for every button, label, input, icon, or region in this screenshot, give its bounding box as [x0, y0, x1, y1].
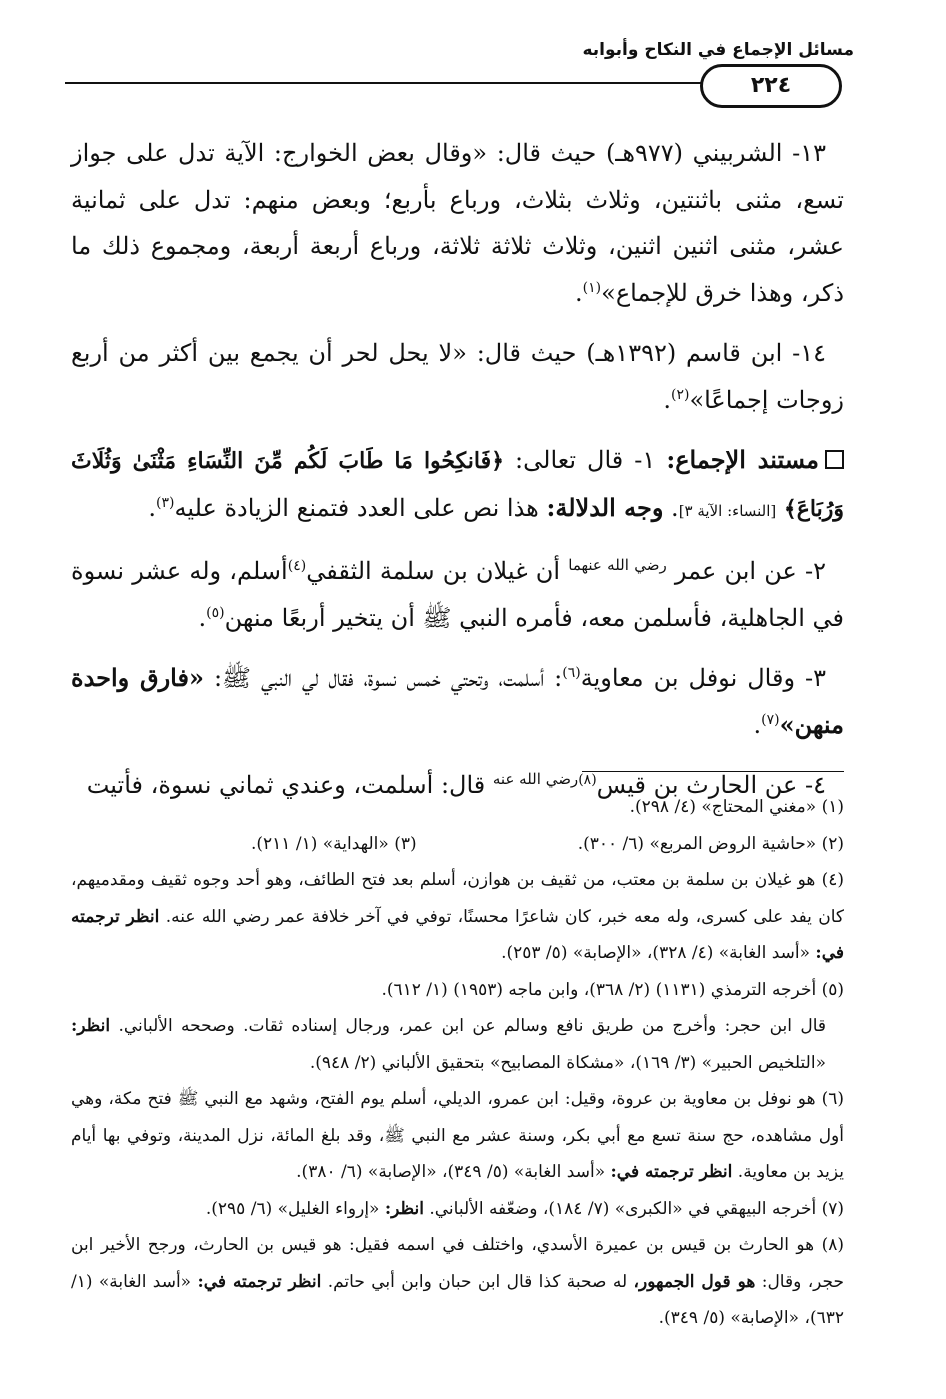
footnote-4: (٤) هو غيلان بن سلمة بن معتب، من ثقيف بن هوازن، أسلم بعد فتح الطائف، وهو أحد وجوه ثقيف ومقدميهم، كان يفد على كسرى، وله معه خبر، كان شاعرًا محسنًا، توفي في آخر خلافة عمر رضي الله عنه. انظر ترجمته في: «أسد الغابة» (٤/ ٣٢٨)، «الإصابة» (٥/ ٢٥٣).: [71, 870, 844, 963]
paragraph-hadith-4: ٤- عن الحارث بن قيس$^{(٨)رضي الله عنه}$ قال: أسلمت، وعندي ثماني نسوة، فأتيت: [86, 770, 826, 799]
footnote-ref-8[interactable]: (٨): [578, 772, 597, 788]
footnote-rule: [582, 771, 844, 772]
quran-verse: ﴿فَانكِحُوا مَا طَابَ لَكُم مِّنَ النِّسَاءِ مَثْنَىٰ وَثُلَاثَ وَرُبَاعَ﴾: [71, 448, 844, 522]
footnote-1: (١) «مغني المحتاج» (٤/ ٢٩٨).: [629, 797, 844, 817]
footnote-2: (٢) «حاشية الروض المربع» (٦/ ٣٠٠).: [577, 833, 844, 854]
header-rule: [65, 82, 765, 84]
footnote-ref-3[interactable]: (٣): [156, 494, 175, 511]
footnote-7: (٧) أخرجه البيهقي في «الكبرى» (٧/ ١٨٤)، وضعّفه الألباني. انظر: «إرواء الغليل» (٦/ ٢٩٥).: [205, 1198, 844, 1219]
square-bullet-icon: [825, 450, 844, 469]
footnote-ref-5[interactable]: (٥): [206, 604, 225, 621]
paragraph-hadith-2: ٢- عن ابن عمر $^{رضي الله عنهما}$ أن غيلان بن سلمة الثقفي$^{(٤)}$أسلم، وله عشر نسوة في الجاهلية، فأسلمن معه، فأمره النبي ﷺ أن يتخير أربعًا منهن$^{(٥)}$.: [71, 556, 844, 632]
paragraph-13: ١٣- الشربيني (٩٧٧هـ) حيث قال: «وقال بعض الخوارج: الآية تدل على جواز تسع، مثنى باثنتين، وثلاث بثلاث، ورباع بأربع؛ وبعض منهم: تدل على ثمانية عشر، مثنى اثنين اثنين، وثلاث ثلاثة ثلاثة، ورباع أربعة أربعة، ومجموع ذلك ما ذكر، وهذا خرق للإجماع»$^{(١)}$.: [71, 139, 844, 307]
footnote-ref-1[interactable]: (١): [582, 279, 602, 296]
footnote-5-comment: قال ابن حجر: وأخرج من طريق نافع وسالم عن ابن عمر، ورجال إسناده ثقات. وصححه الألباني. انظر: «التلخيص الحبير» (٣/ ١٦٩)، «مشكاة المصابيح» بتحقيق الألباني (٢/ ٩٤٨).: [71, 1016, 826, 1073]
footnote-row-2-3: [71, 826, 844, 863]
evidence-section: مستند الإجماع: ١- قال تعالى: ﴿فَانكِحُوا مَا طَابَ لَكُم مِّنَ النِّسَاءِ مَثْنَىٰ وَثُلَاثَ وَرُبَاعَ﴾ [النساء: الآية ٣]. وجه الدلالة: هذا نص على العدد فتمنع الزيادة عليه$^{(٣)}$.: [71, 445, 844, 522]
footnote-ref-2[interactable]: (٢): [670, 386, 690, 403]
footnotes: [71, 789, 844, 1337]
footnote-6: (٦) هو نوفل بن معاوية بن عروة، وقيل: ابن عمرو، الديلي، أسلم يوم الفتح، وشهد مع النبي ﷺ فتح مكة، وهي أول مشاهده، حج سنة تسع مع أبي بكر، وسنة عشر مع النبي ﷺ، وقد بلغ المائة، نزل المدينة، وتوفي بها أيام يزيد بن معاوية. انظر ترجمته في: «أسد الغابة» (٥/ ٣٤٩)، «الإصابة» (٦/ ٣٨٠).: [71, 1089, 844, 1182]
page-number: ٢٢٤: [700, 64, 842, 108]
honorific: رضي الله عنه: [492, 770, 579, 788]
main-text: [71, 130, 844, 809]
hadith-quote: «فارق واحدة منهن»: [71, 663, 844, 739]
footnote-ref-4[interactable]: (٤): [287, 558, 307, 574]
verse-citation: [النساء: الآية ٣]: [678, 501, 777, 520]
footnote-ref-7[interactable]: (٧): [761, 711, 780, 728]
evidence-heading: مستند الإجماع:: [666, 445, 819, 474]
running-title: مسائل الإجماع في النكاح وأبوابه: [582, 40, 854, 60]
footnote-ref-6[interactable]: (٦): [562, 665, 581, 681]
footnote-3: (٣) «الهداية» (١/ ٢١١).: [251, 833, 417, 854]
paragraph-hadith-3: ٣- وقال نوفل بن معاوية$^{(٦)}$: أسلمت، وتحتي خمس نسوة، فقال لي النبي ﷺ: «فارق واحدة منهن»$^{(٧)}$.: [71, 663, 844, 739]
paragraph-14: ١٤- ابن قاسم (١٣٩٢هـ) حيث قال: «لا يحل لحر أن يجمع بين أكثر من أربع زوجات إجماعًا»$^{(٢)}$.: [71, 339, 844, 414]
evidence-point-label: وجه الدلالة:: [546, 492, 664, 522]
footnote-8: (٨) هو الحارث بن قيس بن عميرة الأسدي، واختلف في اسمه فقيل: هو قيس بن الحارث، ورجح الأخير ابن حجر، وقال: هو قول الجمهور، له صحبة كذا قال ابن حبان وابن أبي حاتم. انظر ترجمته في: «أسد الغابة» (١/ ٦٣٢)، «الإصابة» (٥/ ٣٤٩).: [71, 1235, 845, 1328]
honorific: رضي الله عنهما: [568, 556, 667, 574]
footnote-5: (٥) أخرجه الترمذي (١١٣١) (٢/ ٣٦٨)، وابن ماجه (١٩٥٣) (١/ ٦١٢).: [381, 979, 844, 1000]
